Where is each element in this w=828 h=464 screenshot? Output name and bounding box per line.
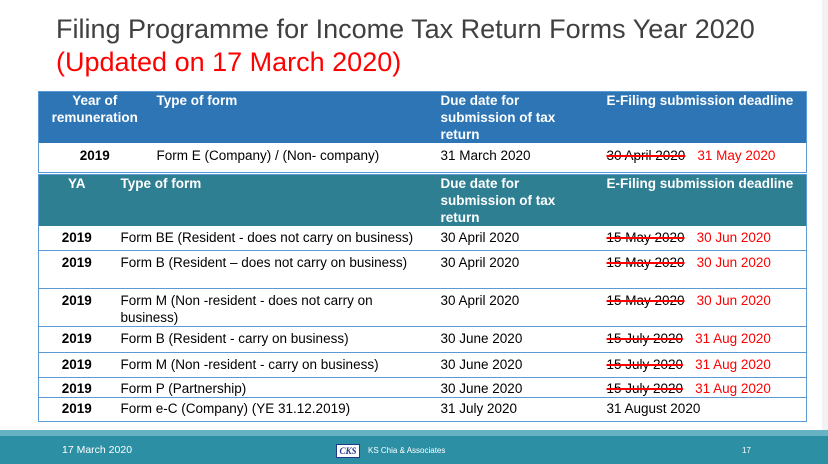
firm-logo: CKS — [336, 444, 360, 458]
deadline-text: 31 August 2020 — [606, 400, 701, 416]
deadline-cell — [601, 143, 807, 172]
deadline-cell — [601, 226, 807, 250]
deadline-cell — [601, 250, 807, 288]
header-deadline: E-Filing submission deadline — [601, 92, 807, 144]
form-cell: Form M (Non -resident - carry on business) — [115, 352, 435, 377]
ya-cell: 2019 — [39, 288, 115, 326]
table-header-row — [39, 92, 807, 144]
due-cell: 31 July 2020 — [435, 397, 601, 421]
new-deadline: 31 Aug 2020 — [695, 330, 771, 346]
old-deadline: 15 July 2020 — [606, 330, 684, 346]
due-cell: 30 April 2020 — [435, 250, 601, 288]
new-deadline: 31 Aug 2020 — [695, 380, 771, 396]
ya-cell: 2019 — [39, 250, 115, 288]
page-title: Filing Programme for Income Tax Return Forms Year 2020 — [56, 14, 755, 44]
ya-cell: 2019 — [39, 352, 115, 377]
old-deadline: 15 May 2020 — [606, 230, 685, 245]
table-row — [39, 326, 807, 352]
header-year: Year of remuneration — [39, 92, 151, 144]
page-subtitle: (Updated on 17 March 2020) — [56, 47, 402, 77]
table-row — [39, 288, 807, 326]
table-row — [39, 377, 807, 397]
remuneration-table — [38, 91, 807, 173]
table-row — [39, 250, 807, 288]
deadline-cell — [601, 288, 807, 326]
page-number: 17 — [742, 446, 751, 455]
year-cell: 2019 — [39, 143, 151, 172]
deadline-cell — [601, 326, 807, 352]
due-cell: 30 June 2020 — [435, 326, 601, 352]
old-deadline: 15 July 2020 — [606, 356, 684, 372]
form-cell: Form B (Resident – does not carry on business) — [115, 250, 435, 288]
old-deadline: 15 May 2020 — [606, 292, 685, 308]
table-header-row — [39, 175, 807, 227]
old-deadline: 30 April 2020 — [606, 148, 686, 163]
ya-cell: 2019 — [39, 226, 115, 250]
table-row — [39, 397, 807, 421]
form-cell: Form M (Non -resident - does not carry on business) — [115, 288, 435, 326]
new-deadline: 30 Jun 2020 — [696, 254, 771, 270]
header-due: Due date for submission of tax return — [435, 175, 601, 227]
form-cell: Form B (Resident - carry on business) — [115, 326, 435, 352]
footer-date: 17 March 2020 — [62, 444, 133, 456]
form-cell: Form e-C (Company) (YE 31.12.2019) — [115, 397, 435, 421]
deadline-cell — [601, 397, 807, 421]
new-deadline: 30 Jun 2020 — [696, 292, 771, 308]
due-cell: 30 June 2020 — [435, 377, 601, 397]
header-ya: YA — [39, 175, 115, 227]
due-cell: 30 April 2020 — [435, 226, 601, 250]
right-edge — [822, 0, 828, 430]
firm-name: KS Chia & Associates — [368, 446, 446, 455]
old-deadline: 15 May 2020 — [606, 254, 685, 270]
form-cell: Form BE (Resident - does not carry on business) — [115, 226, 435, 250]
header-due: Due date for submission of tax return — [435, 92, 601, 144]
form-cell: Form E (Company) / (Non- company) — [151, 143, 435, 172]
header-form: Type of form — [151, 92, 435, 144]
header-deadline: E-Filing submission deadline — [601, 175, 807, 227]
table-row — [39, 226, 807, 250]
deadline-cell — [601, 352, 807, 377]
new-deadline: 31 Aug 2020 — [695, 356, 771, 372]
due-cell: 30 June 2020 — [435, 352, 601, 377]
ya-cell: 2019 — [39, 397, 115, 421]
ya-cell: 2019 — [39, 377, 115, 397]
header-form: Type of form — [115, 175, 435, 227]
new-deadline: 31 May 2020 — [697, 148, 776, 163]
filing-table — [38, 174, 807, 422]
table-row — [39, 143, 807, 172]
deadline-cell — [601, 377, 807, 397]
table-row — [39, 352, 807, 377]
due-cell: 31 March 2020 — [435, 143, 601, 172]
old-deadline: 15 July 2020 — [606, 380, 684, 396]
form-cell: Form P (Partnership) — [115, 377, 435, 397]
new-deadline: 30 Jun 2020 — [696, 230, 771, 245]
due-cell: 30 April 2020 — [435, 288, 601, 326]
ya-cell: 2019 — [39, 326, 115, 352]
